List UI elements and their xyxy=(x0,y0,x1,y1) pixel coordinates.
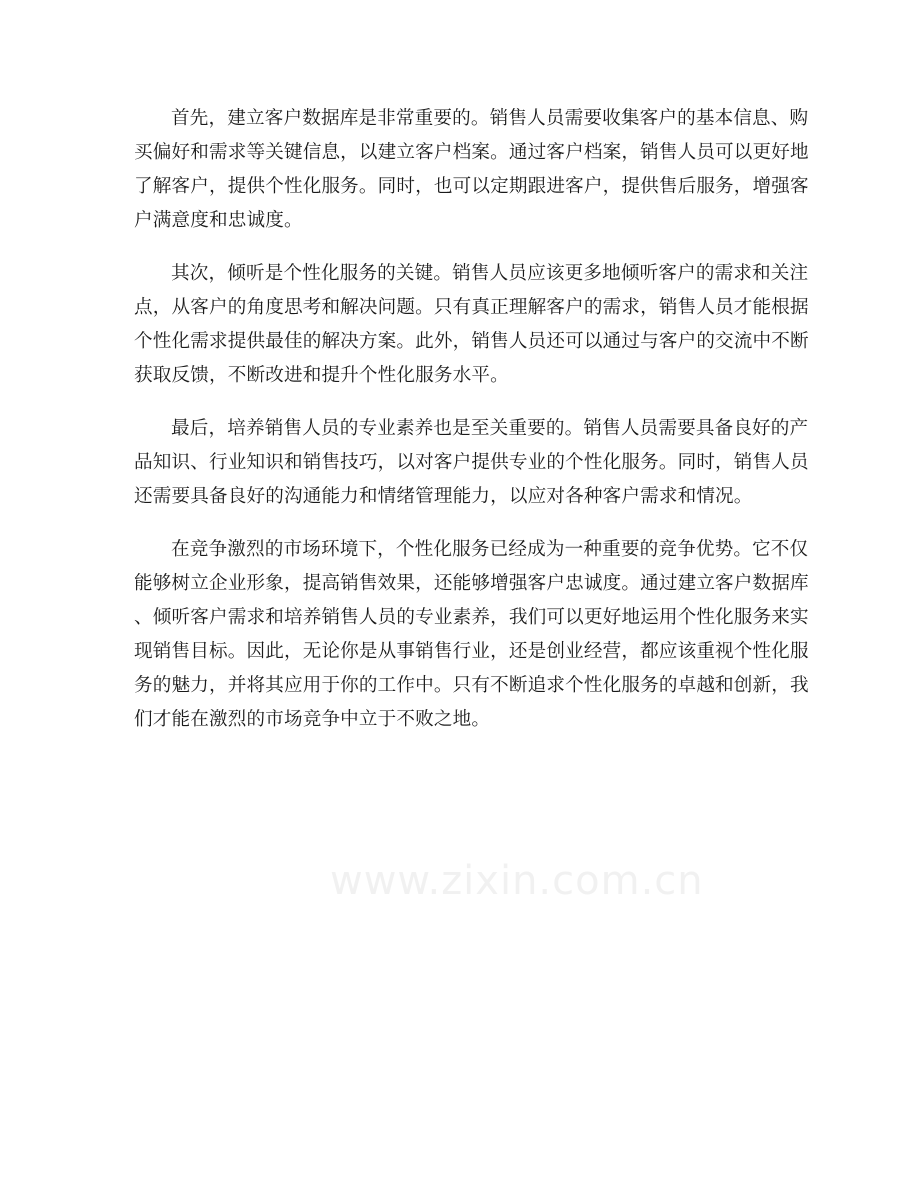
paragraph-4 xyxy=(134,533,809,737)
paragraph-line: 了解客户，提供个性化服务。同时，也可以定期跟进客户，提供售后服务，增强客 xyxy=(134,176,809,197)
paragraph-line: 首先，建立客户数据库是非常重要的。销售人员需要收集客户的基本信息、购 xyxy=(171,108,809,129)
paragraph-line: 能够树立企业形象，提高销售效果，还能够增强客户忠诚度。通过建立客户数据库 xyxy=(134,573,809,594)
paragraph-line: 点，从客户的角度思考和解决问题。只有真正理解客户的需求，销售人员才能根据 xyxy=(134,297,809,318)
document-body xyxy=(134,102,809,756)
paragraph-line: 其次，倾听是个性化服务的关键。销售人员应该更多地倾听客户的需求和关注 xyxy=(171,263,809,284)
paragraph-3 xyxy=(134,412,809,514)
watermark: www.zixin.com.cn xyxy=(330,858,704,904)
paragraph-line: 还需要具备良好的沟通能力和情绪管理能力，以应对各种客户需求和情况。 xyxy=(134,486,753,507)
paragraph-line: 最后，培养销售人员的专业素养也是至关重要的。销售人员需要具备良好的产 xyxy=(171,418,809,439)
paragraph-line: 买偏好和需求等关键信息，以建立客户档案。通过客户档案，销售人员可以更好地 xyxy=(134,142,809,163)
paragraph-1 xyxy=(134,102,809,238)
paragraph-line: 、倾听客户需求和培养销售人员的专业素养，我们可以更好地运用个性化服务来实 xyxy=(134,607,809,628)
paragraph-line: 个性化需求提供最佳的解决方案。此外，销售人员还可以通过与客户的交流中不断 xyxy=(134,331,809,352)
paragraph-line: 现销售目标。因此，无论你是从事销售行业，还是创业经营，都应该重视个性化服 xyxy=(134,641,809,662)
paragraph-line: 品知识、行业知识和销售技巧，以对客户提供专业的个性化服务。同时，销售人员 xyxy=(134,452,809,473)
paragraph-line: 们才能在激烈的市场竞争中立于不败之地。 xyxy=(134,709,491,730)
paragraph-line: 务的魅力，并将其应用于你的工作中。只有不断追求个性化服务的卓越和创新，我 xyxy=(134,675,809,696)
paragraph-line: 获取反馈，不断改进和提升个性化服务水平。 xyxy=(134,365,509,386)
paragraph-2 xyxy=(134,257,809,393)
paragraph-line: 户满意度和忠诚度。 xyxy=(134,210,303,231)
paragraph-line: 在竞争激烈的市场环境下，个性化服务已经成为一种重要的竞争优势。它不仅 xyxy=(171,539,809,560)
